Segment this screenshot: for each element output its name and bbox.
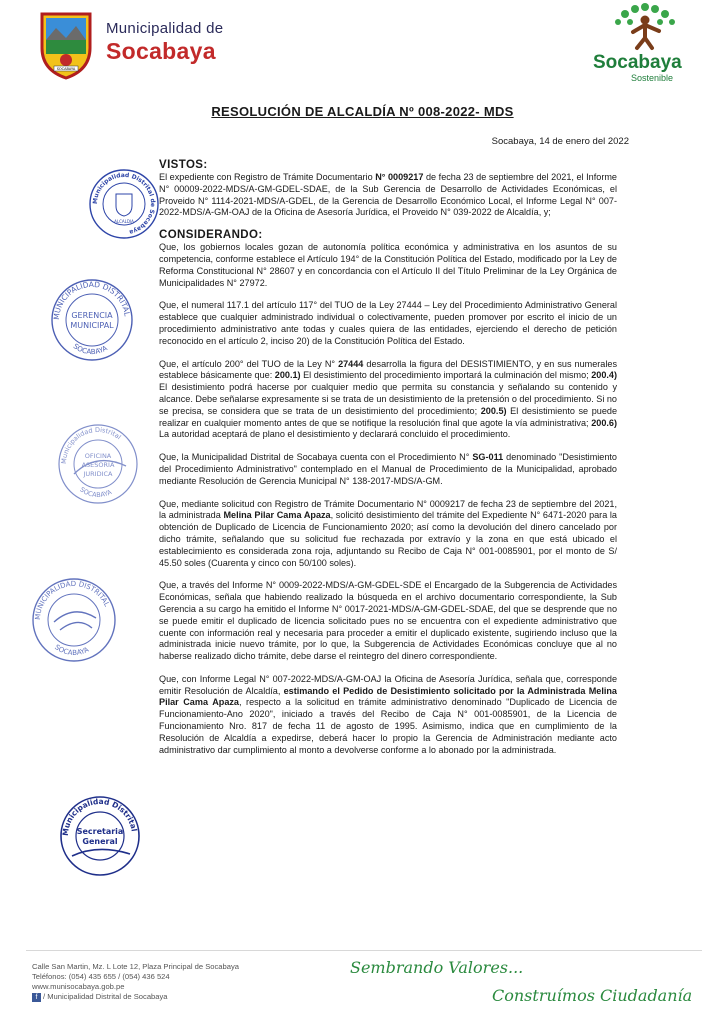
svg-text:OFICINA: OFICINA [84,452,112,460]
svg-text:MUNICIPALIDAD DISTRITAL: MUNICIPALIDAD DISTRITAL [51,279,132,321]
considerando-paragraph-2: Que, el numeral 117.1 del artículo 117° del TUO de la Ley 27444 – Ley del Procedimiento Administrativo General establece que cualquier administrado individual o colectivamente, pueden promover por escrito el inicio de un procedimiento administrativo ante todas y cuales quiera de las entidades, ejerciendo el derecho de petición reconocido en el artículo 2, inciso 20) de la Constitución Política del Estado. [159,300,617,346]
page-header [0,0,725,90]
asesoria-juridica-stamp [56,422,140,506]
gerencia-municipal-stamp [50,278,134,362]
svg-text:SOCABAYA: SOCABAYA [56,67,76,71]
document-body [159,159,617,756]
considerando-paragraph-6: Que, a través del Informe N° 0009-2022-MDS/A-GM-GDEL-SDE el Encargado de la Subgerencia de Actividades Económicas, señala que habiendo realizado la búsqueda en el archivo documentario correspondiente, la Sub Gerencia a su cargo ha emitido el Informe N° 0017-2021-MDS/A-GM-GDEL-SDAE, del que se desprende que no se puede emitir el duplicado de licencia solicitado pues no se encuentra con el expediente administrativo que cuente con información real y necesaria para proceder a emitir el duplicado existente, sugiriendo incluso que la administrada inicie nuevo trámite, por lo que, la Subgerencia de Actividades Económicas concluye que al no haberse realizado dicho trámite, debe darse el reintegro del dinero correspondiente. [159,580,617,662]
facebook-icon: f [32,993,41,1002]
vistos-heading: VISTOS: [159,159,208,171]
svg-text:SOCABAYA: SOCABAYA [71,342,109,357]
municipality-crest-logo [32,8,100,80]
document-title: RESOLUCIÓN DE ALCALDÍA Nº 008-2022- MDS [211,104,514,119]
svg-text:ASESORIA: ASESORIA [81,461,115,469]
considerando-paragraph-4: Que, la Municipalidad Distrital de Socabaya cuenta con el Procedimiento N° SG-011 denominado "Desistimiento del Procedimiento Administrativo" contemplado en el Manual de Procedimiento de la Municipalidad, aprobado mediante Resolución de Gerencia Municipal N° 138-2017-MDS/A-GM. [159,452,617,486]
vistos-paragraph: El expediente con Registro de Trámite Documentario N° 0009217 de fecha 23 de septiembre del 2021, el Informe N° 00009-2022-MDS/A-GM-GDEL-SDAE, de la Sub Gerencia de Desarrollo de Actividades Económicas, el Proveido N° 1114-2021-MDS/A-GDEL, de la Gerencia de Desarrollo Económico Local, el Informe Legal N° 007-2022-MDS/A-GM-OAJ de la Oficina de Asesoría Jurídica, el Proveido N° 039-2022 de Alcaldía, y; [159,172,617,218]
brand-tagline: Sostenible [631,73,674,83]
footer-website[interactable]: www.munisocabaya.gob.pe [32,982,125,991]
footer-contact [32,962,239,1002]
svg-text:SOCABAYA: SOCABAYA [78,485,113,500]
svg-text:SOCABAYA: SOCABAYA [53,643,91,658]
svg-text:ALCALDIA: ALCALDIA [114,219,134,224]
considerando-heading: CONSIDERANDO: [159,229,263,242]
footer-slogan-line1: Sembrando Valores... [350,958,524,977]
document-date: Socabaya, 14 de enero del 2022 [491,136,629,147]
footer-phones: Teléfonos: (054) 435 655 / (054) 436 524 [32,972,170,981]
socabaya-sostenible-logo [585,2,703,90]
footer-facebook[interactable]: f / Municipalidad Distrital de Socabaya [32,992,239,1002]
svg-text:Secretaria: Secretaria [76,827,124,836]
municipal-round-stamp [30,576,118,664]
svg-text:Municipalidad Distrital: Municipalidad Distrital [60,796,139,837]
footer-divider [26,950,702,951]
svg-text:Municipalidad Distrital: Municipalidad Distrital [59,425,123,465]
considerando-paragraph-1: Que, los gobiernos locales gozan de autonomía política económica y administrativa en los asuntos de su competencia, conforme establece el Artículo 194° de la Constitución Política del Estado, modificado por la Ley de Reforma Constitucional N° 28607 y en concordancia con el Artículo II del Título Preliminar de la Ley Orgánica de Municipalidades N° 27972. [159,242,617,288]
svg-text:Municipalidad Distrital de Soc: Municipalidad Distrital de Socabaya [91,171,157,236]
municipality-name-line1: Municipalidad de [106,20,224,37]
footer-slogan-line2: Construímos Ciudadanía [492,986,693,1005]
svg-text:General: General [82,837,118,846]
brand-name: Socabaya [593,52,682,73]
alcaldia-seal-stamp [88,168,160,240]
svg-text:JURIDICA: JURIDICA [83,470,113,478]
secretaria-general-stamp [58,794,142,878]
considerando-paragraph-7: Que, con Informe Legal N° 007-2022-MDS/A-GM-OAJ la Oficina de Asesoría Jurídica, señala que, corresponde emitir Resolución de Alcaldía, estimando el Pedido de Desistimiento solicitado por la Administrada Melina Pilar Cama Apaza, respecto a la solicitud en trámite administrativo denominado "Duplicado de Licencia de Funcionamiento-Ano 2020", iniciado a través del Recibo de Caja N° 001-0085901, de la Licencia de Funcionamiento Nro. 817 de fecha 11 de agosto de 1995. Asimismo, indica que en cumplimiento de la Resolución de Alcaldía a expedirse, deberá hacer lo propio la Gerencia de Administración mediante acto administrativo dar cumplimiento al monto a devolverse conforme a lo abonado por la administrada. [159,673,617,755]
considerando-paragraph-3: Que, el artículo 200° del TUO de la Ley N° 27444 desarrolla la figura del DESISTIMIENTO, y en sus numerales establece básicamente que: 200.1) El desistimiento del procedimiento importará la culminación del mismo; 200.4) El desistimiento podrá hacerse por cualquier medio que permita su constancia y señalando su contenido y alcance. Debe señalarse expresamente si se trata de un desistimiento de la pretensión o del procedimiento. Si no se precisa, se considera que se trata de un desistimiento del procedimiento; 200.5) El desistimiento se puede realizar en cualquier momento antes de que se notifique la resolución final que agote la vía administrativa; 200.6) La autoridad aceptará de plano el desistimiento y declarará concluido el procedimiento. [159,358,617,440]
municipality-name-line2: Socabaya [106,38,216,64]
svg-text:GERENCIA: GERENCIA [71,311,113,320]
svg-text:MUNICIPAL: MUNICIPAL [70,321,114,330]
svg-text:MUNICIPALIDAD DISTRITAL: MUNICIPALIDAD DISTRITAL [33,579,111,621]
footer-address: Calle San Martin, Mz. L Lote 12, Plaza Principal de Socabaya [32,962,239,971]
considerando-paragraph-5: Que, mediante solicitud con Registro de Trámite Documentario N° 0009217 de fecha 23 de septiembre del 2021, la administrada Melina Pilar Cama Apaza, solicitó desistimiento del trámite del Expediente N° 6471-2020 para la obtención de Duplicado de Licencia de Funcionamiento 2020; así como la devolución del dinero cancelado por dicho trámite, señalando que su solicitud fue rechazada por extravío y la zona en que está ubicado el establecimiento es considerada zona roja, adjuntando su Recibo de Caja N° 001-0085901, por el monto de S/ 45.50 soles (Cuarenta y cinco con 50/100 soles). [159,498,617,568]
